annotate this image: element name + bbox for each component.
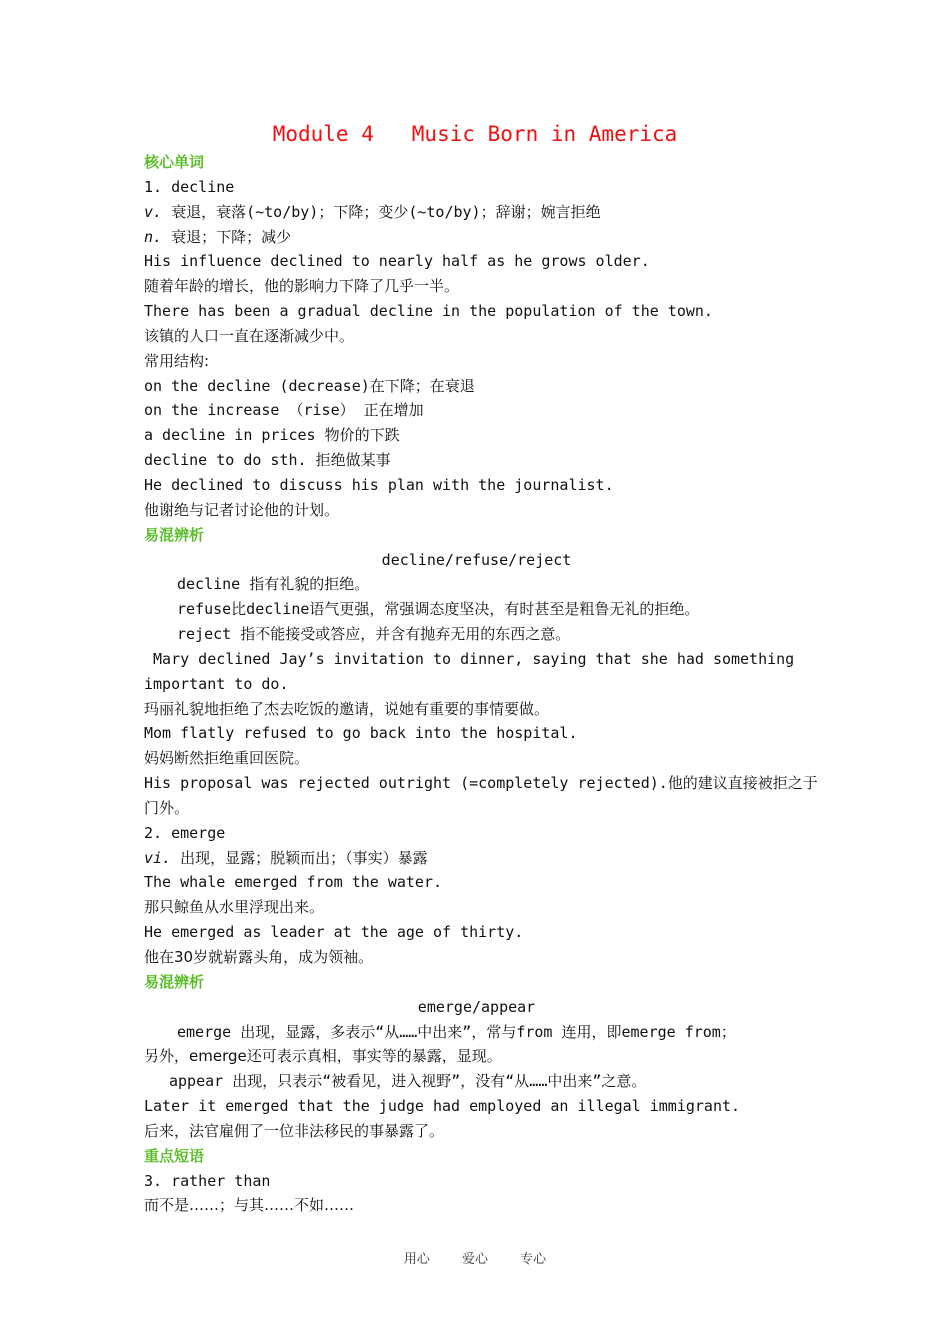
text-line (144, 200, 809, 225)
section-heading: 易混辨析 (144, 525, 205, 544)
text-line: Mom flatly refused to go back into the hospital. (144, 724, 578, 743)
text-line: emerge 出现，显露，多表示“从……中出来”，常与from 连用，即emerge from； (177, 1022, 736, 1041)
text-line: Later it emerged that the judge had employed an illegal immigrant. (144, 1097, 741, 1116)
text-line (144, 846, 809, 871)
page-title: Module 4 Music Born in America (272, 122, 678, 146)
part-of-speech: n. (144, 227, 163, 246)
text-line: There has been a gradual decline in the population of the town. (144, 302, 713, 321)
text-line: 1. decline (144, 177, 235, 196)
text-line: decline 指有礼貌的拒绝。 (177, 575, 370, 594)
text-line: 他谢绝与记者讨论他的计划。 (144, 500, 340, 519)
text-line: 随着年龄的增长，他的影响力下降了几乎一半。 (144, 277, 460, 296)
text-line: 另外，emerge还可表示真相，事实等的暴露，显现。 (144, 1047, 502, 1066)
definition-text: 衰退，衰落(~to/by)；下降；变少(~to/by)；辞谢；婉言拒绝 (162, 202, 601, 221)
text-line: 3. rather than (144, 1171, 271, 1190)
text-line: 门外。 (144, 798, 190, 817)
text-line: emerge/appear (417, 997, 536, 1016)
text-line: decline/refuse/reject (381, 550, 572, 569)
text-line: His proposal was rejected outright (=completely rejected).他的建议直接被拒之于 (144, 774, 818, 793)
section-heading: 易混辨析 (144, 972, 205, 991)
text-line: His influence declined to nearly half as he grows older. (144, 252, 650, 271)
section-heading: 核心单词 (144, 153, 205, 171)
text-line: 那只鲸鱼从水里浮现出来。 (144, 898, 325, 917)
text-line: 该镇的人口一直在逐渐减少中。 (144, 326, 355, 345)
text-line: 常用结构: (144, 351, 210, 370)
text-line: 妈妈断然拒绝重回医院。 (144, 749, 310, 768)
part-of-speech: vi. (144, 848, 172, 867)
page-footer: 用心 爱心 专心 (403, 1252, 547, 1267)
text-line: on the increase （rise） 正在增加 (144, 401, 424, 420)
text-line: He declined to discuss his plan with the journalist. (144, 475, 614, 494)
text-line: 他在30岁就崭露头角，成为领袖。 (144, 948, 374, 966)
text-line: reject 指不能接受或答应，并含有抛弃无用的东西之意。 (177, 625, 571, 644)
text-line: important to do. (144, 674, 289, 693)
text-line: refuse比decline语气更强，常强调态度坚决，有时甚至是粗鲁无礼的拒绝。 (177, 600, 700, 619)
text-line (144, 225, 809, 250)
text-line: a decline in prices 物价的下跌 (144, 426, 400, 445)
text-line: on the decline (decrease)在下降；在衰退 (144, 376, 475, 395)
text-line: 后来，法官雇佣了一位非法移民的事暴露了。 (144, 1121, 445, 1140)
text-line: decline to do sth. 拒绝做某事 (144, 451, 391, 470)
text-line: appear 出现，只表示“被看见，进入视野”，没有“从……中出来”之意。 (169, 1072, 647, 1091)
text-line: He emerged as leader at the age of thirty. (144, 923, 524, 942)
part-of-speech: v. (144, 202, 163, 221)
text-line: 玛丽礼貌地拒绝了杰去吃饭的邀请，说她有重要的事情要做。 (144, 699, 550, 718)
document-body (144, 150, 818, 1218)
text-line: 2. emerge (144, 823, 226, 842)
definition-text: 出现，显露；脱颖而出；（事实）暴露 (171, 848, 428, 867)
text-line: Mary declined Jay’s invitation to dinner, saying that she had something (144, 649, 795, 668)
text-line: The whale emerged from the water. (144, 873, 443, 892)
definition-text: 衰退；下降；减少 (162, 227, 292, 246)
text-line: 而不是……；与其……不如…… (144, 1196, 355, 1215)
section-heading: 重点短语 (144, 1146, 205, 1165)
